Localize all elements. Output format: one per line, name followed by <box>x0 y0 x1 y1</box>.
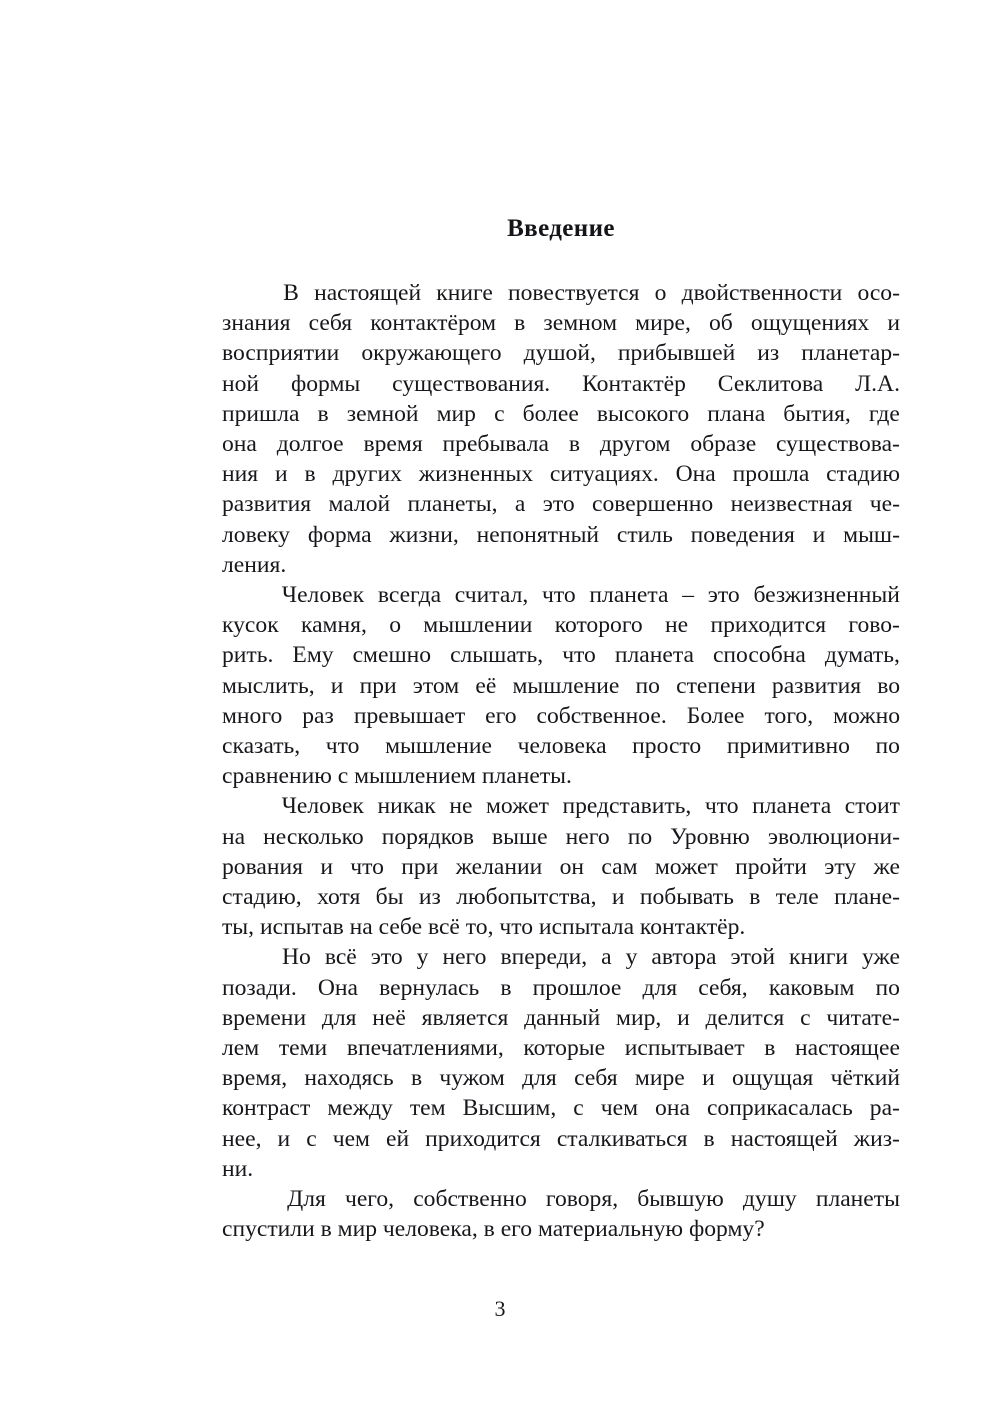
text-word: поведения <box>690 521 795 548</box>
text-line <box>222 1124 900 1154</box>
text-word: повествуется <box>507 280 640 306</box>
text-word: это <box>542 491 575 518</box>
text-word: Секлитова <box>717 370 824 397</box>
text-word: при <box>359 672 397 699</box>
text-word: Человек <box>281 793 364 820</box>
text-word: что <box>350 853 384 880</box>
text-word: прошлое <box>532 974 622 1001</box>
text-word: не <box>449 793 473 820</box>
text-word: душу <box>742 1186 797 1213</box>
text-line <box>222 308 900 338</box>
text-word: развития <box>771 672 862 699</box>
page-number: 3 <box>494 1296 506 1321</box>
text-word: может <box>654 853 718 880</box>
text-word: жизни, <box>389 521 459 548</box>
text-word: много <box>222 702 283 729</box>
text-word: между <box>327 1095 393 1122</box>
text-word: примитивно <box>726 733 850 760</box>
text-word: и <box>320 853 333 880</box>
text-word: которого <box>554 612 643 639</box>
text-word: сталкиваться <box>556 1125 688 1152</box>
text-word: знания <box>222 310 291 337</box>
text-word: по <box>875 733 900 760</box>
text-word: уже <box>862 944 900 971</box>
text-word: где <box>868 400 900 427</box>
text-word: пришла <box>222 400 300 427</box>
text-word: настоящей <box>730 1125 838 1152</box>
text-word: ния <box>222 461 259 488</box>
text-word: нее, <box>222 1125 262 1152</box>
text-word: более <box>522 400 579 427</box>
text-word: настоящее <box>795 1035 900 1062</box>
text-word: находясь <box>304 1065 394 1092</box>
text-word: о <box>654 280 667 306</box>
text-word: мире <box>634 1065 685 1092</box>
text-word: в <box>410 1065 423 1092</box>
text-word: можно <box>833 702 900 729</box>
text-line <box>222 429 900 459</box>
text-word: ей <box>386 1125 410 1152</box>
text-word: – <box>682 582 695 609</box>
text-word: автора <box>651 944 717 971</box>
text-word: собственное. <box>536 702 667 729</box>
text-word: эволюциони- <box>767 823 900 850</box>
text-word: с <box>306 1125 317 1152</box>
text-line <box>222 1063 900 1093</box>
text-word: всегда <box>377 582 442 609</box>
text-word: мыш- <box>843 521 900 548</box>
text-word: мышлении <box>423 612 533 639</box>
text-word: кусок <box>222 612 279 639</box>
text-word: порядков <box>381 823 474 850</box>
text-word: мышление <box>512 672 620 699</box>
text-word: просто <box>632 733 702 760</box>
text-word: что <box>542 582 576 609</box>
text-line <box>222 942 900 972</box>
text-word: способна <box>712 642 806 669</box>
text-word: для <box>321 1004 357 1031</box>
text-word: лем <box>222 1035 260 1062</box>
text-word: осо- <box>857 280 900 306</box>
text-word: контраст <box>222 1095 311 1122</box>
text-word: говоря, <box>545 1186 619 1213</box>
text-line <box>222 610 900 640</box>
text-word: соприкасалась <box>706 1095 853 1122</box>
text-word: стадию <box>826 461 900 488</box>
text-line <box>222 791 900 821</box>
page-text-block <box>222 214 900 1245</box>
text-word: в <box>703 1125 715 1152</box>
text-word: плана <box>707 400 766 427</box>
text-word: двойственности <box>681 280 843 306</box>
text-word: и <box>274 461 288 488</box>
text-word: при <box>401 853 439 880</box>
paragraph <box>222 278 900 580</box>
text-word: чего, <box>344 1186 395 1213</box>
text-word: мышление <box>385 733 492 760</box>
text-line <box>222 1093 900 1123</box>
text-word: стадию, <box>222 884 302 911</box>
text-word: тем <box>409 1095 446 1122</box>
text-word: планета <box>589 582 669 609</box>
text-word: мир <box>436 400 476 427</box>
text-word: камня, <box>300 612 367 639</box>
text-line <box>222 338 900 368</box>
text-word: побывать <box>639 884 734 911</box>
text-word: что <box>325 733 360 760</box>
text-word: малой <box>328 491 391 518</box>
text-word: стоит <box>844 793 900 820</box>
text-word: и <box>677 1004 690 1031</box>
text-word: во <box>877 672 900 699</box>
text-word: Высшим, <box>462 1095 557 1122</box>
text-word: планеты, <box>407 491 498 518</box>
text-word: плане- <box>834 884 900 911</box>
text-word: а <box>601 944 612 971</box>
text-word: долгое <box>276 431 344 458</box>
text-word: жиз- <box>853 1125 900 1152</box>
text-word: чёткий <box>830 1065 900 1092</box>
text-word: этом <box>412 672 460 699</box>
body-text <box>222 278 900 1245</box>
text-word: ной <box>222 370 260 397</box>
text-word: думать, <box>824 642 900 669</box>
text-word: хотя <box>317 884 361 911</box>
text-word: ощущая <box>732 1065 814 1092</box>
text-word: для <box>642 974 678 1001</box>
text-word: бытия, <box>783 400 851 427</box>
text-word: планетар- <box>801 340 900 367</box>
text-word: жизненных <box>418 461 534 488</box>
text-word: в <box>317 400 329 427</box>
text-word: выше <box>492 823 548 850</box>
text-word: данный <box>524 1004 601 1031</box>
text-word: че- <box>869 491 900 518</box>
text-word: любопытства, <box>456 884 597 911</box>
text-word: с <box>573 1095 584 1122</box>
text-word: сказать, <box>222 733 301 760</box>
text-word: смешно <box>352 642 432 669</box>
text-word: это <box>707 582 740 609</box>
text-word: по <box>627 823 653 850</box>
text-word: другом <box>599 431 671 458</box>
text-line <box>222 973 900 1003</box>
text-word: по <box>875 974 900 1001</box>
text-word: него <box>565 823 610 850</box>
text-word: восприятии <box>222 340 340 367</box>
text-line: ни. <box>222 1155 254 1182</box>
text-word: из <box>418 884 441 911</box>
text-line <box>222 1184 900 1214</box>
text-word: что <box>704 793 739 820</box>
text-word: эту <box>824 853 857 880</box>
text-word: Более <box>686 702 745 729</box>
text-word: книге <box>436 280 493 306</box>
text-word: на <box>222 823 246 850</box>
text-word: окружающего <box>361 340 502 367</box>
text-word: Человек <box>281 582 365 609</box>
text-word: его <box>485 702 517 729</box>
text-word: время, <box>222 1065 288 1092</box>
text-word: собственно <box>413 1186 527 1213</box>
text-word: формы <box>290 370 361 397</box>
text-word: рования <box>222 853 303 880</box>
text-word: настоящей <box>314 280 422 306</box>
text-line <box>222 580 900 610</box>
text-line <box>222 459 900 489</box>
paragraph <box>222 791 900 942</box>
text-word: высокого <box>596 400 690 427</box>
text-word: образе <box>690 431 757 458</box>
text-word: в <box>568 431 580 458</box>
text-word: Контактёр <box>582 370 686 397</box>
text-word: слышать, <box>450 642 544 669</box>
text-line <box>222 822 900 852</box>
text-word: безжизненный <box>753 582 900 609</box>
text-line <box>222 399 900 429</box>
text-word: бы <box>375 884 404 911</box>
text-word: несколько <box>263 823 364 850</box>
text-word: совершенно <box>592 491 714 518</box>
text-word: с <box>800 1004 811 1031</box>
text-word: он <box>559 853 585 880</box>
text-word: развития <box>222 491 312 518</box>
text-word: теми <box>278 1035 328 1062</box>
text-word: у <box>625 944 638 971</box>
text-word: ощущениях <box>750 310 870 337</box>
text-line <box>222 882 900 912</box>
text-word: и <box>812 521 826 548</box>
text-line: ления. <box>222 551 287 578</box>
text-line <box>222 701 900 731</box>
text-word: читате- <box>826 1004 900 1031</box>
text-word: рить. <box>222 642 274 669</box>
text-word: впечатлениями, <box>346 1035 504 1062</box>
text-word: по <box>635 672 660 699</box>
text-word: её <box>475 672 497 699</box>
text-word: планета <box>752 793 832 820</box>
text-word: же <box>873 853 900 880</box>
text-word: и <box>702 1065 715 1092</box>
text-word: сам <box>601 853 638 880</box>
text-word: в <box>514 310 526 337</box>
text-word: и <box>277 1125 291 1152</box>
text-word: желании <box>455 853 543 880</box>
text-word: Л.А. <box>855 370 900 397</box>
text-word: существова- <box>776 431 900 458</box>
text-line <box>222 278 900 308</box>
text-line <box>222 489 900 519</box>
text-word: себя <box>308 310 353 337</box>
text-word: мыслить, <box>222 672 315 699</box>
text-word: форма <box>307 521 372 548</box>
text-word: того, <box>764 702 814 729</box>
text-word: из <box>757 340 780 367</box>
text-word: теле <box>775 884 819 911</box>
text-word: Уровню <box>670 823 750 850</box>
text-word: время <box>363 431 423 458</box>
text-word: и <box>611 884 625 911</box>
text-word: пребывала <box>442 431 550 458</box>
text-word: контактёром <box>370 310 497 337</box>
text-line <box>222 731 900 761</box>
page-title: Введение <box>507 215 615 242</box>
text-line: сравнению с мышлением планеты. <box>222 763 572 790</box>
text-word: планета <box>614 642 694 669</box>
text-word: об <box>709 310 733 337</box>
text-word: Ему <box>292 642 334 669</box>
text-word: в <box>749 884 761 911</box>
text-word: прибывшей <box>617 340 736 367</box>
text-word: это <box>370 944 403 971</box>
text-word: в <box>304 461 316 488</box>
text-word: книги <box>789 944 849 971</box>
text-word: чем <box>600 1095 639 1122</box>
text-word: Она <box>675 461 716 488</box>
text-word: а <box>514 491 526 518</box>
text-word: времени <box>222 1004 307 1031</box>
text-word: него <box>442 944 487 971</box>
paragraph <box>222 1184 900 1244</box>
text-word: представить, <box>562 793 692 820</box>
text-word: и <box>887 310 900 337</box>
text-word: никак <box>377 793 436 820</box>
text-line <box>222 520 900 550</box>
text-word: себя, <box>698 974 748 1001</box>
text-word: других <box>332 461 402 488</box>
text-word: которые <box>523 1035 606 1062</box>
text-word: в <box>764 1035 776 1062</box>
text-word: о <box>389 612 401 639</box>
text-word: в <box>500 974 512 1001</box>
text-word: всё <box>324 944 357 971</box>
text-line <box>222 1033 900 1063</box>
text-word: и <box>330 672 344 699</box>
text-word: с <box>494 400 505 427</box>
text-word: она <box>655 1095 690 1122</box>
text-word: бывшую <box>637 1186 724 1213</box>
text-word: она <box>222 431 257 458</box>
text-word: чужом <box>439 1065 505 1092</box>
text-line <box>222 671 900 701</box>
text-word: каковым <box>768 974 855 1001</box>
text-word: вернулась <box>379 974 480 1001</box>
text-line <box>222 369 900 399</box>
text-word: чем <box>332 1125 370 1152</box>
text-word: неизвестная <box>730 491 853 518</box>
text-word: душой, <box>523 340 596 367</box>
text-word: земной <box>346 400 419 427</box>
text-word: Для <box>287 1186 326 1213</box>
text-word: непонятный <box>476 521 600 548</box>
text-word: мире, <box>635 310 691 337</box>
text-word: у <box>416 944 429 971</box>
text-word: считал, <box>454 582 529 609</box>
paragraph <box>222 580 900 791</box>
text-word: ситуациях. <box>549 461 659 488</box>
text-word: является <box>421 1004 509 1031</box>
text-word: может <box>485 793 549 820</box>
text-word: гово- <box>848 612 900 639</box>
text-word: себя <box>574 1065 618 1092</box>
text-word: планеты <box>815 1186 900 1213</box>
text-word: раз <box>302 702 334 729</box>
text-line: спустили в мир человека, в его материальную форму? <box>222 1216 765 1243</box>
text-word: человека <box>517 733 607 760</box>
text-line <box>222 852 900 882</box>
text-word: существования. <box>392 370 551 397</box>
text-word: приходится <box>710 612 827 639</box>
text-word: земном <box>543 310 618 337</box>
text-word: прошла <box>732 461 810 488</box>
text-word: этой <box>730 944 776 971</box>
text-word: не <box>665 612 689 639</box>
text-word: неё <box>372 1004 406 1031</box>
text-word: В <box>283 280 299 306</box>
text-word: приходится <box>425 1125 541 1152</box>
text-word: делится <box>705 1004 785 1031</box>
text-word: превышает <box>353 702 466 729</box>
text-word: для <box>522 1065 557 1092</box>
text-word: стиль <box>616 521 673 548</box>
text-word: мир, <box>616 1004 662 1031</box>
text-word: испытывает <box>624 1035 745 1062</box>
text-word: впереди, <box>500 944 588 971</box>
paragraph <box>222 942 900 1184</box>
text-word: степени <box>676 672 756 699</box>
text-line <box>222 640 900 670</box>
text-word: что <box>562 642 596 669</box>
text-word: пройти <box>735 853 807 880</box>
text-line <box>222 1003 900 1033</box>
text-line: ты, испытав на себе всё то, что испытала контактёр. <box>222 914 746 941</box>
text-word: Но <box>281 944 311 971</box>
text-word: позади. <box>222 974 297 1001</box>
text-word: Она <box>317 974 359 1001</box>
text-word: ловеку <box>222 521 290 548</box>
text-word: ра- <box>869 1095 900 1122</box>
